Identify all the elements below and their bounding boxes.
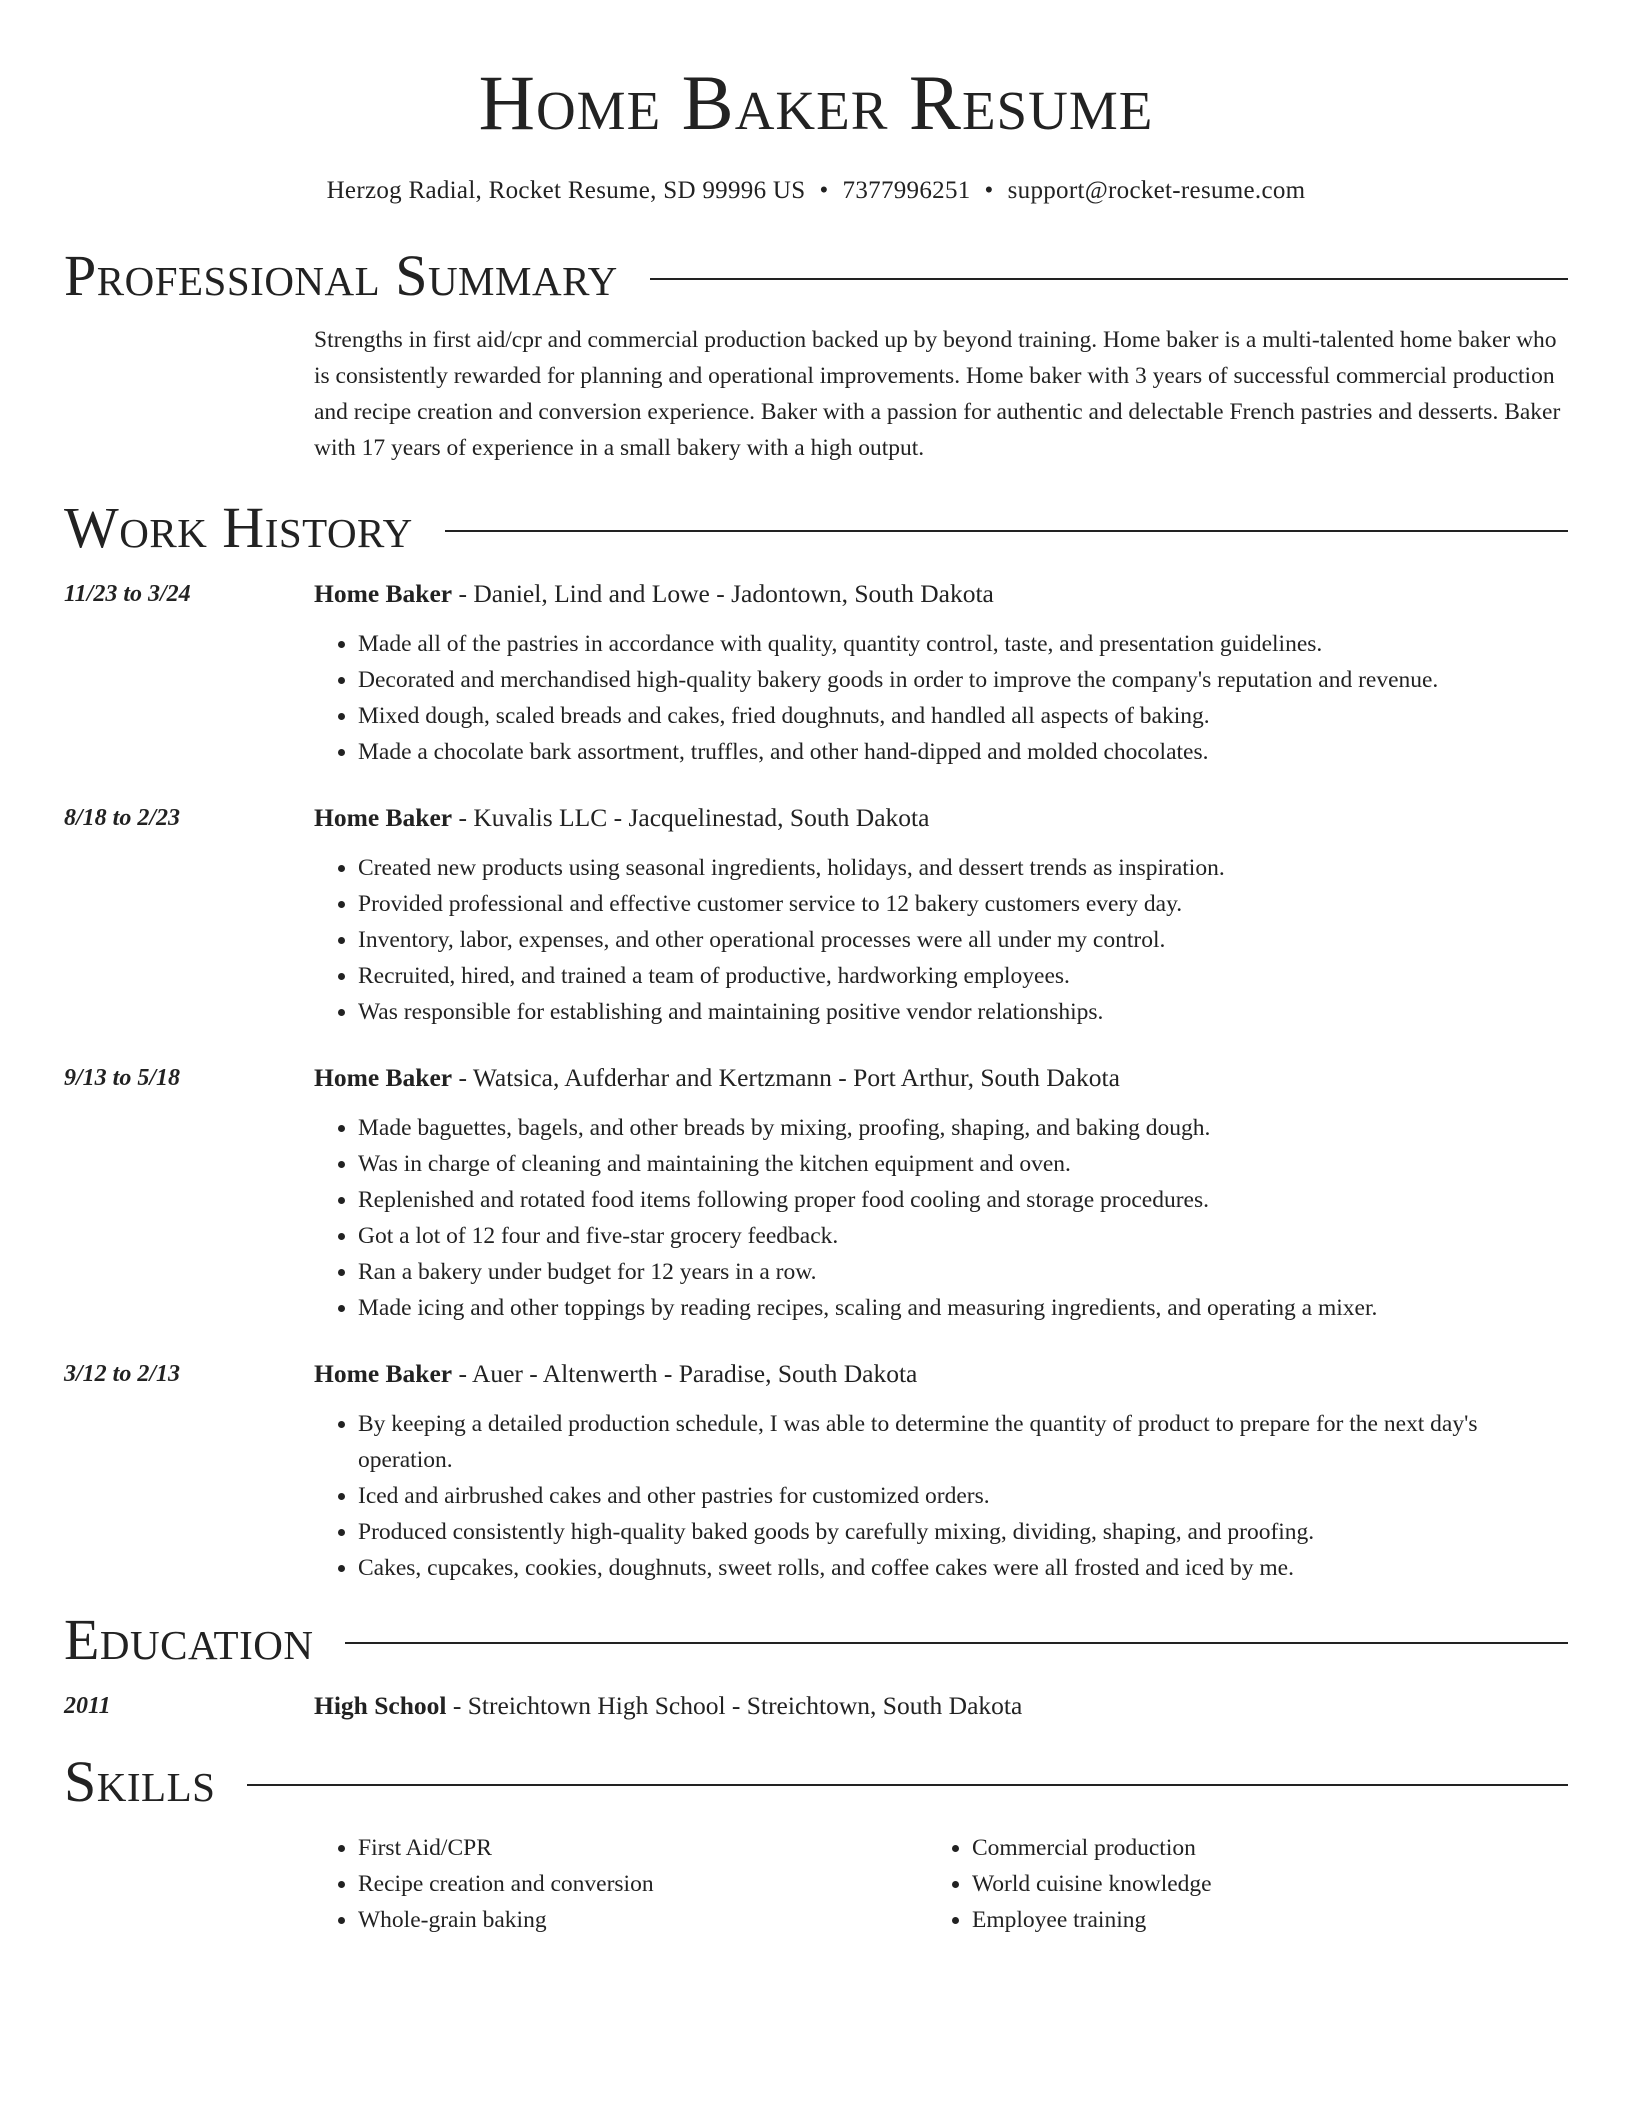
contact-separator: • [819, 177, 829, 204]
job-bullet: • Made all of the pastries in accordance with quality, quantity control, taste, and presentation guidelines. [358, 626, 1568, 662]
job-employer: - Kuvalis LLC - Jacquelinestad, South Dakota [452, 803, 930, 832]
job-bullet: • Decorated and merchandised high-quality bakery goods in order to improve the company's reputation and revenue. [358, 662, 1568, 698]
job-employer: - Daniel, Lind and Lowe - Jadontown, South Dakota [452, 579, 994, 608]
job-employer: - Watsica, Aufderhar and Kertzmann - Port Arthur, South Dakota [452, 1063, 1120, 1092]
summary-text: Strengths in first aid/cpr and commercial production backed up by beyond training. Home baker is a multi-talented home baker who is consistently rewarded for planning and operational improvements. Home baker with 3 years of successful commercial production and recipe creation and conversion experience. Baker with a passion for authentic and delectable French pastries and desserts. Baker with 17 years of experience in a small bakery with a high output. [314, 327, 1561, 461]
job-content [314, 800, 1568, 1030]
education-degree: High School [314, 1691, 447, 1720]
job-bullet: • Iced and airbrushed cakes and other pastries for customized orders. [358, 1478, 1568, 1514]
skill-item: • Employee training [972, 1902, 1472, 1938]
job-bullet: • Was responsible for establishing and maintaining positive vendor relationships. [358, 994, 1568, 1030]
job-bullets [314, 626, 1568, 770]
resume-title: Home Baker Resume [478, 59, 1154, 146]
contact-phone: 7377996251 [842, 177, 971, 204]
job-bullet: • Produced consistently high-quality baked goods by carefully mixing, dividing, shaping, and proofing. [358, 1514, 1568, 1550]
job-bullet: • Was in charge of cleaning and maintaining the kitchen equipment and oven. [358, 1146, 1568, 1182]
job-bullet: • Replenished and rotated food items following proper food cooling and storage procedures. [358, 1182, 1568, 1218]
skill-item: • Whole-grain baking [358, 1902, 928, 1938]
job-title: Home Baker [314, 803, 453, 832]
job-bullet: • Provided professional and effective customer service to 12 bakery customers every day. [358, 886, 1568, 922]
job-content [314, 1060, 1568, 1326]
education-heading [314, 1688, 1568, 1724]
job-bullets [314, 1110, 1568, 1326]
job-bullet: • By keeping a detailed production schedule, I was able to determine the quantity of product to prepare for the next day's operation. [358, 1406, 1568, 1478]
section-divider [650, 278, 1568, 280]
job-dates: 3/12 to 2/13 [64, 1361, 181, 1387]
job-bullet: • Recruited, hired, and trained a team of productive, hardworking employees. [358, 958, 1568, 994]
section-header-education [64, 1608, 1568, 1672]
job-bullet: • Cakes, cupcakes, cookies, doughnuts, sweet rolls, and coffee cakes were all frosted and iced by me. [358, 1550, 1568, 1586]
job-dates: 9/13 to 5/18 [64, 1065, 181, 1091]
job-dates: 8/18 to 2/23 [64, 805, 181, 831]
section-header-skills [64, 1750, 1568, 1814]
job-employer: - Auer - Altenwerth - Paradise, South Dakota [452, 1359, 918, 1388]
job-entry [64, 800, 1568, 1030]
section-divider [445, 530, 1568, 532]
skills-column-right [928, 1830, 1472, 1938]
skills-column-left [314, 1830, 928, 1938]
job-content [314, 1356, 1568, 1586]
job-content [314, 576, 1568, 770]
section-divider [345, 1642, 1568, 1644]
job-bullet: • Created new products using seasonal ingredients, holidays, and dessert trends as inspiration. [358, 850, 1568, 886]
contact-email: support@rocket-resume.com [1007, 177, 1306, 204]
job-bullet: • Mixed dough, scaled breads and cakes, fried doughnuts, and handled all aspects of baking. [358, 698, 1568, 734]
job-entry [64, 1356, 1568, 1586]
job-bullet: • Got a lot of 12 four and five-star grocery feedback. [358, 1218, 1568, 1254]
job-entry [64, 1060, 1568, 1326]
job-heading [314, 1060, 1568, 1096]
job-bullet: • Inventory, labor, expenses, and other operational processes were all under my control. [358, 922, 1568, 958]
education-content [314, 1688, 1568, 1724]
section-title-summary: Professional Summary [64, 243, 618, 308]
skill-item: • Commercial production [972, 1830, 1472, 1866]
section-divider [247, 1784, 1568, 1786]
job-entry [64, 576, 1568, 770]
job-title: Home Baker [314, 579, 453, 608]
job-bullets [314, 850, 1568, 1030]
job-bullets [314, 1406, 1568, 1586]
job-bullet: • Ran a bakery under budget for 12 years in a row. [358, 1254, 1568, 1290]
contact-address: Herzog Radial, Rocket Resume, SD 99996 US [326, 177, 806, 204]
job-heading [314, 800, 1568, 836]
job-bullet: • Made a chocolate bark assortment, truffles, and other hand-dipped and molded chocolates. [358, 734, 1568, 770]
job-dates: 11/23 to 3/24 [64, 581, 191, 607]
education-year: 2011 [64, 1693, 111, 1719]
section-title-education: Education [64, 1607, 314, 1672]
education-entry [64, 1688, 1568, 1724]
contact-separator: • [984, 177, 994, 204]
job-bullet: • Made icing and other toppings by reading recipes, scaling and measuring ingredients, and operating a mixer. [358, 1290, 1568, 1326]
skills-list [314, 1830, 1568, 1938]
job-title: Home Baker [314, 1359, 453, 1388]
contact-line [64, 174, 1568, 208]
section-title-work-history: Work History [64, 495, 413, 560]
section-title-skills: Skills [64, 1749, 216, 1814]
job-bullet: • Made baguettes, bagels, and other breads by mixing, proofing, shaping, and baking dough. [358, 1110, 1568, 1146]
section-header-summary [64, 244, 1568, 308]
section-header-work-history [64, 496, 1568, 560]
skill-item: • First Aid/CPR [358, 1830, 928, 1866]
job-heading [314, 576, 1568, 612]
skill-item: • Recipe creation and conversion [358, 1866, 928, 1902]
skill-item: • World cuisine knowledge [972, 1866, 1472, 1902]
education-school: - Streichtown High School - Streichtown, South Dakota [446, 1691, 1023, 1720]
job-title: Home Baker [314, 1063, 453, 1092]
job-heading [314, 1356, 1568, 1392]
